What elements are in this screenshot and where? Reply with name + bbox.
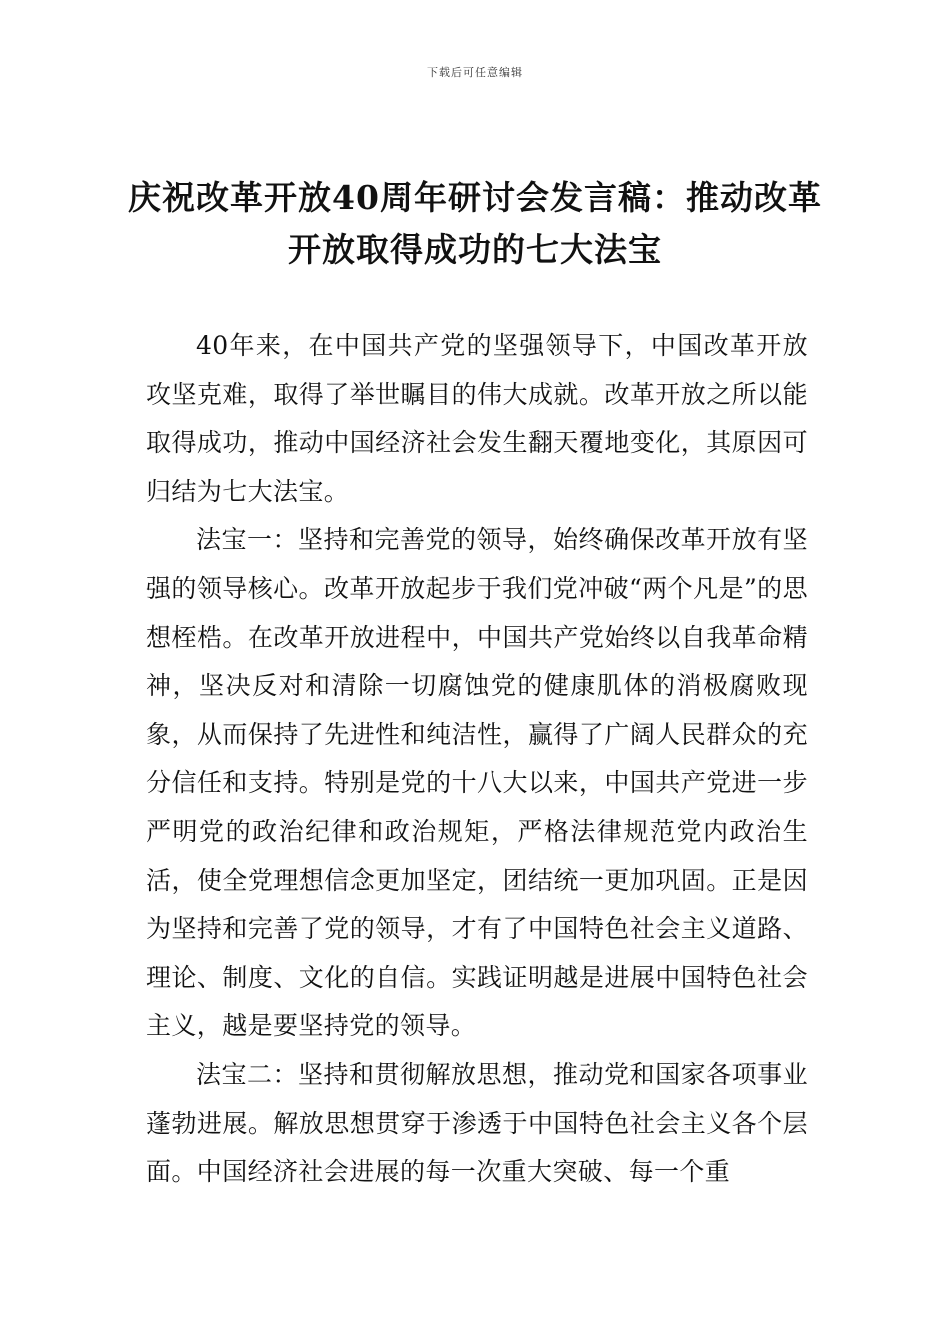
document-body — [146, 322, 808, 1197]
paragraph-intro: 40年来，在中国共产党的坚强领导下，中国改革开放攻坚克难，取得了举世瞩目的伟大成就。改革开放之所以能取得成功，推动中国经济社会发生翻天覆地变化，其原因可归结为七大法宝。 — [146, 331, 808, 506]
paragraph-treasure-two: 法宝二：坚持和贯彻解放思想，推动党和国家各项事业蓬勃进展。解放思想贯穿于渗透于中国特色社会主义各个层面。中国经济社会进展的每一次重大突破、每一个重 — [146, 1059, 808, 1187]
header-note: 下载后可任意编辑 — [427, 66, 523, 79]
paragraph-treasure-one: 法宝一：坚持和完善党的领导，始终确保改革开放有坚强的领导核心。改革开放起步于我们党冲破“两个凡是”的思想桎梏。在改革开放进程中，中国共产党始终以自我革命精神，坚决反对和清除一切腐蚀党的健康肌体的消极腐败现象，从而保持了先进性和纯洁性，赢得了广阔人民群众的充分信任和支持。特别是党的十八大以来，中国共产党进一步严明党的政治纪律和政治规矩，严格法律规范党内政治生活，使全党理想信念更加坚定，团结统一更加巩固。正是因为坚持和完善了党的领导，才有了中国特色社会主义道路、理论、制度、文化的自信。实践证明越是进展中国特色社会主义，越是要坚持党的领导。 — [146, 525, 808, 1041]
document-title: 庆祝改革开放40周年研讨会发言稿：推动改革开放取得成功的七大法宝 — [128, 178, 822, 269]
